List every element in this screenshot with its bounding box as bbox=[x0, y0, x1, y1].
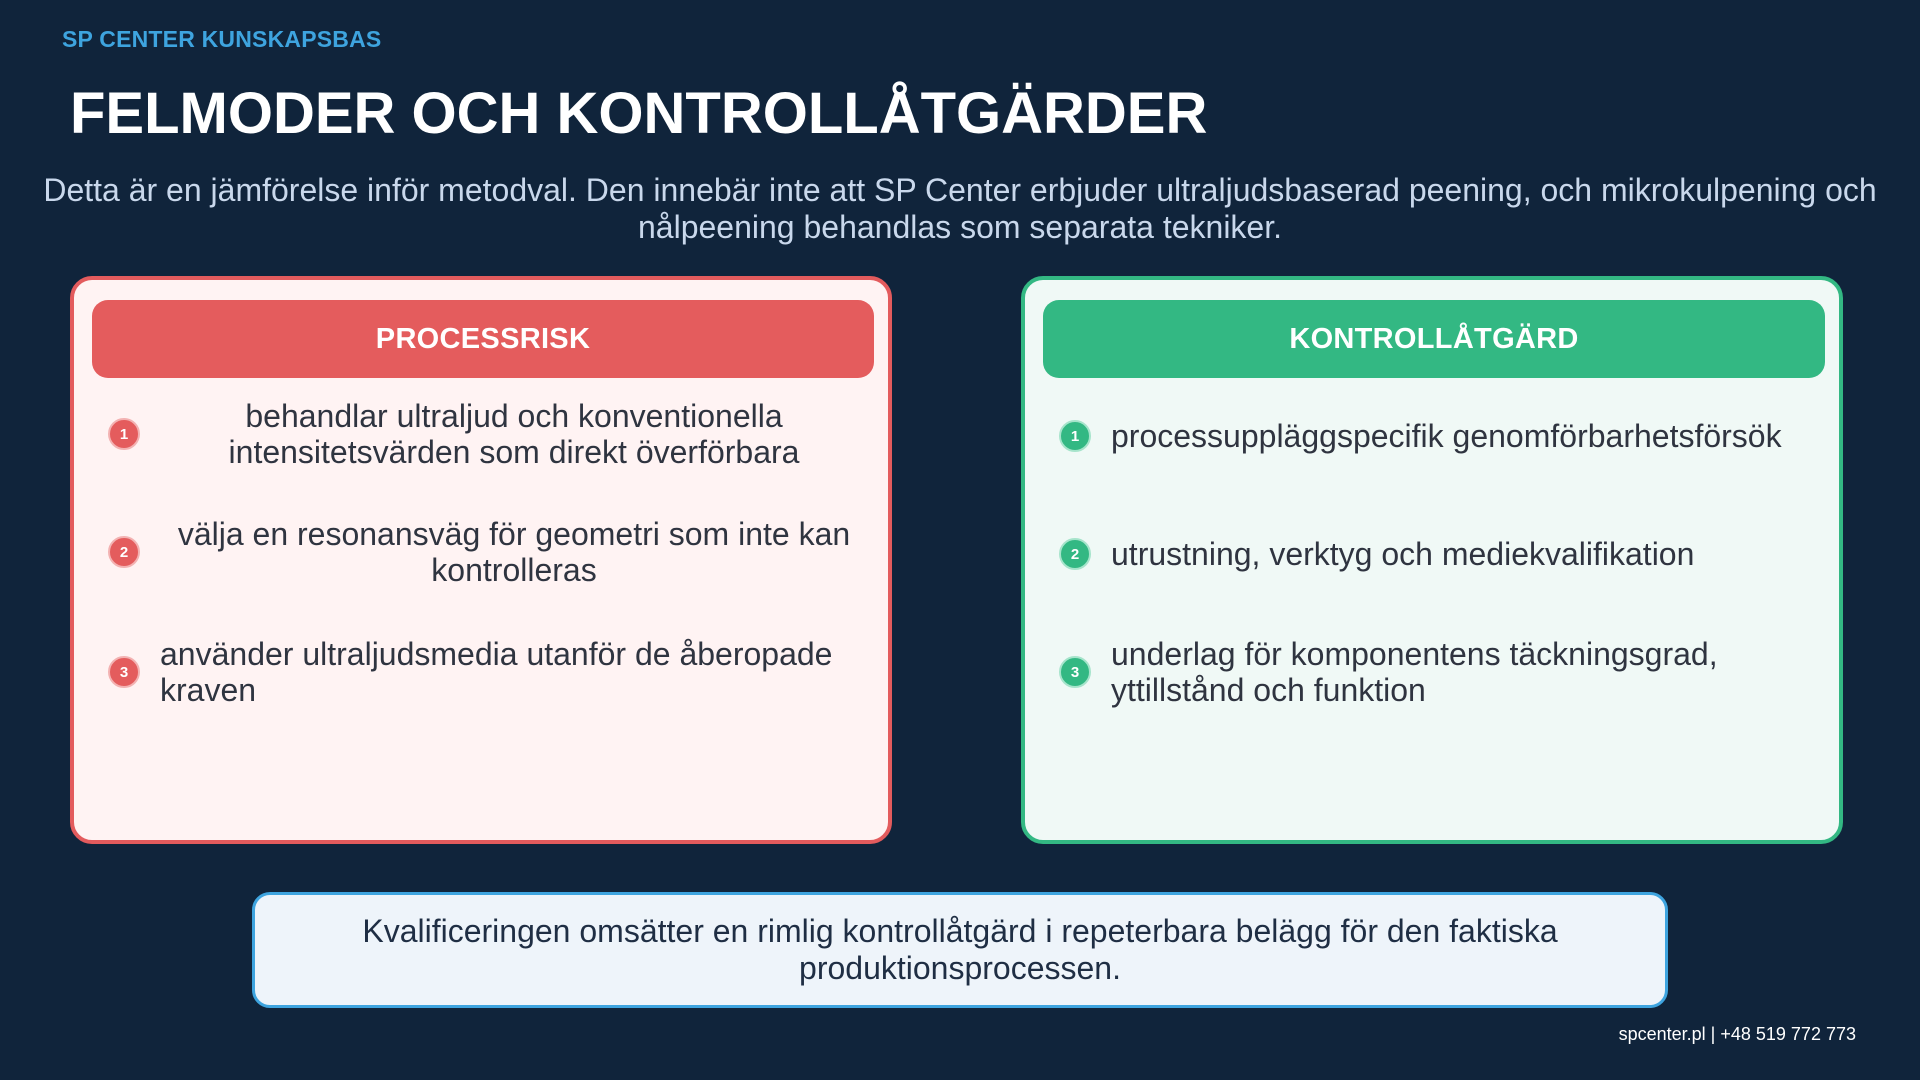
page-subtitle: Detta är en jämförelse inför metodval. Den innebär inte att SP Center erbjuder ultraljudsbaserad peening, och mikrokulpening och nålpeening behandlas som separata tekniker. bbox=[43, 172, 1877, 245]
brand-label: SP CENTER KUNSKAPSBAS bbox=[62, 26, 382, 52]
contact-info: spcenter.pl | +48 519 772 773 bbox=[1618, 1024, 1856, 1044]
risk-item-number-3: 3 bbox=[108, 656, 140, 688]
footer-note-text: Kvalificeringen omsätter en rimlig kontrollåtgärd i repeterbara belägg för den faktiska produktionsprocessen. bbox=[362, 913, 1558, 986]
page-title: FELMODER OCH KONTROLLÅTGÄRDER bbox=[70, 81, 1208, 146]
control-item-3 bbox=[1059, 636, 1819, 708]
risk-item-3 bbox=[108, 636, 868, 708]
risk-item-number-1: 1 bbox=[108, 418, 140, 450]
control-item-text-2: utrustning, verktyg och mediekvalifikation bbox=[1111, 536, 1695, 572]
control-item-text-3: underlag för komponentens täckningsgrad, yttillstånd och funktion bbox=[1111, 636, 1718, 708]
risk-item-number-2: 2 bbox=[108, 536, 140, 568]
control-item-number-1: 1 bbox=[1059, 420, 1091, 452]
control-measure-header: KONTROLLÅTGÄRD bbox=[1043, 300, 1825, 378]
risk-item-text-2: välja en resonansväg för geometri som inte kan kontrolleras bbox=[177, 516, 851, 588]
control-item-text-1: processuppläggspecifik genomförbarhetsförsök bbox=[1111, 418, 1782, 454]
control-item-number-3: 3 bbox=[1059, 656, 1091, 688]
risk-item-2 bbox=[108, 516, 868, 588]
risk-item-text-3: använder ultraljudsmedia utanför de åberopade kraven bbox=[160, 636, 833, 708]
control-item-1 bbox=[1059, 418, 1819, 454]
control-item-2 bbox=[1059, 536, 1819, 572]
process-risk-header: PROCESSRISK bbox=[92, 300, 874, 378]
control-measure-card bbox=[1021, 276, 1843, 844]
control-item-number-2: 2 bbox=[1059, 538, 1091, 570]
footer-note-box bbox=[252, 892, 1668, 1008]
risk-item-1 bbox=[108, 398, 868, 470]
risk-item-text-1: behandlar ultraljud och konventionella intensitetsvärden som direkt överförbara bbox=[228, 398, 800, 470]
process-risk-card bbox=[70, 276, 892, 844]
